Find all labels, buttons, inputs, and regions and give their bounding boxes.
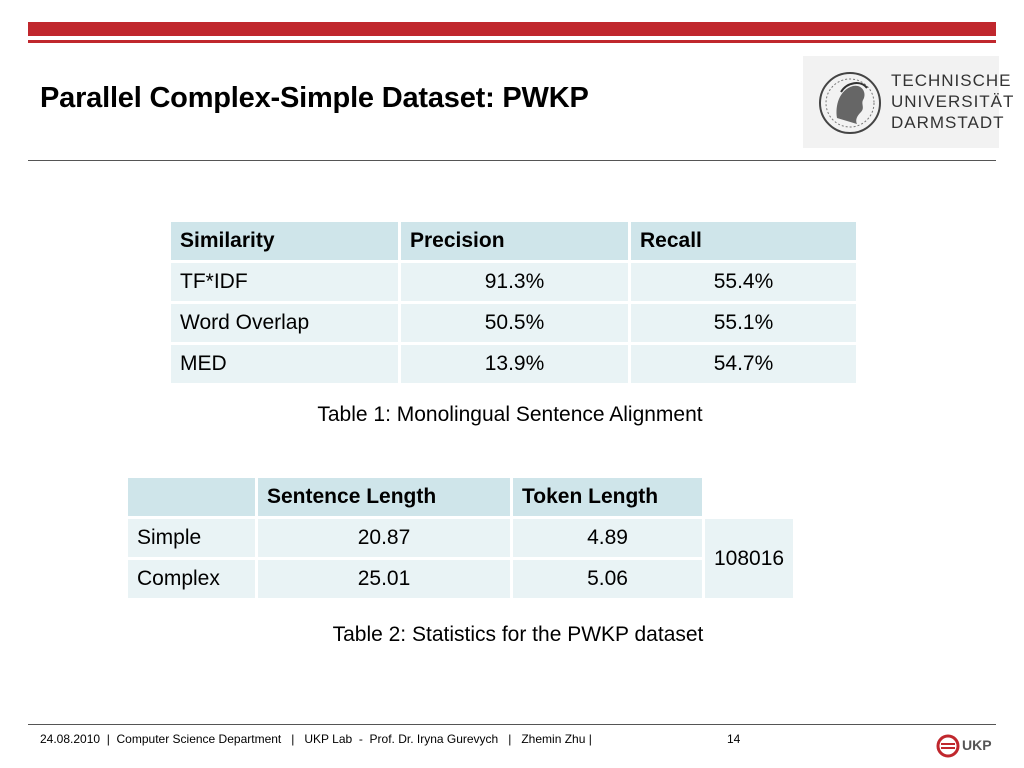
page-number: 14 (727, 732, 741, 746)
table-row (171, 263, 856, 301)
table-header-row (128, 478, 793, 516)
recall-cell: 55.4% (631, 263, 856, 301)
token-length-cell: 5.06 (513, 560, 702, 598)
table-row (171, 345, 856, 383)
column-header: Sentence Length (258, 478, 510, 516)
table-row (128, 560, 793, 598)
top-red-bar (28, 22, 996, 36)
precision-cell: 13.9% (401, 345, 628, 383)
row-label: MED (171, 345, 398, 383)
statistics-table (125, 475, 796, 601)
ukp-label: UKP (962, 737, 992, 753)
alignment-table (168, 219, 859, 386)
footer-divider (28, 724, 996, 725)
column-header: Similarity (171, 222, 398, 260)
table-1-caption: Table 1: Monolingual Sentence Alignment (317, 403, 703, 426)
logo-text (891, 70, 1014, 133)
pairs-cell: 108016 (705, 519, 793, 598)
table-header-row (171, 222, 856, 260)
ukp-logo (936, 732, 996, 760)
ukp-swirl-icon (936, 734, 960, 758)
logo-line-1: TECHNISCHE (891, 71, 1012, 90)
table-row (128, 519, 793, 557)
logo-line-2: UNIVERSITÄT (891, 92, 1015, 111)
table-row (171, 304, 856, 342)
row-label: Word Overlap (171, 304, 398, 342)
tu-darmstadt-logo (803, 56, 1015, 148)
top-red-line (28, 40, 996, 43)
slide-title: Parallel Complex-Simple Dataset: PWKP (40, 82, 589, 114)
precision-cell: 50.5% (401, 304, 628, 342)
logo-line-3: DARMSTADT (891, 113, 1005, 132)
row-label: Complex (128, 560, 255, 598)
column-header: Recall (631, 222, 856, 260)
footer-text: 24.08.2010 | Computer Science Department | UKP Lab - Prof. Dr. Iryna Gurevych | Zhemin Zhu | (40, 732, 592, 746)
recall-cell: 54.7% (631, 345, 856, 383)
athena-head-icon (817, 66, 883, 140)
column-header (128, 478, 255, 516)
header-divider (28, 160, 996, 161)
row-label: Simple (128, 519, 255, 557)
recall-cell: 55.1% (631, 304, 856, 342)
sentence-length-cell: 20.87 (258, 519, 510, 557)
token-length-cell: 4.89 (513, 519, 702, 557)
precision-cell: 91.3% (401, 263, 628, 301)
sentence-length-cell: 25.01 (258, 560, 510, 598)
row-label: TF*IDF (171, 263, 398, 301)
column-header: Token Length (513, 478, 702, 516)
table-2-caption: Table 2: Statistics for the PWKP dataset (332, 623, 704, 646)
column-header: Precision (401, 222, 628, 260)
